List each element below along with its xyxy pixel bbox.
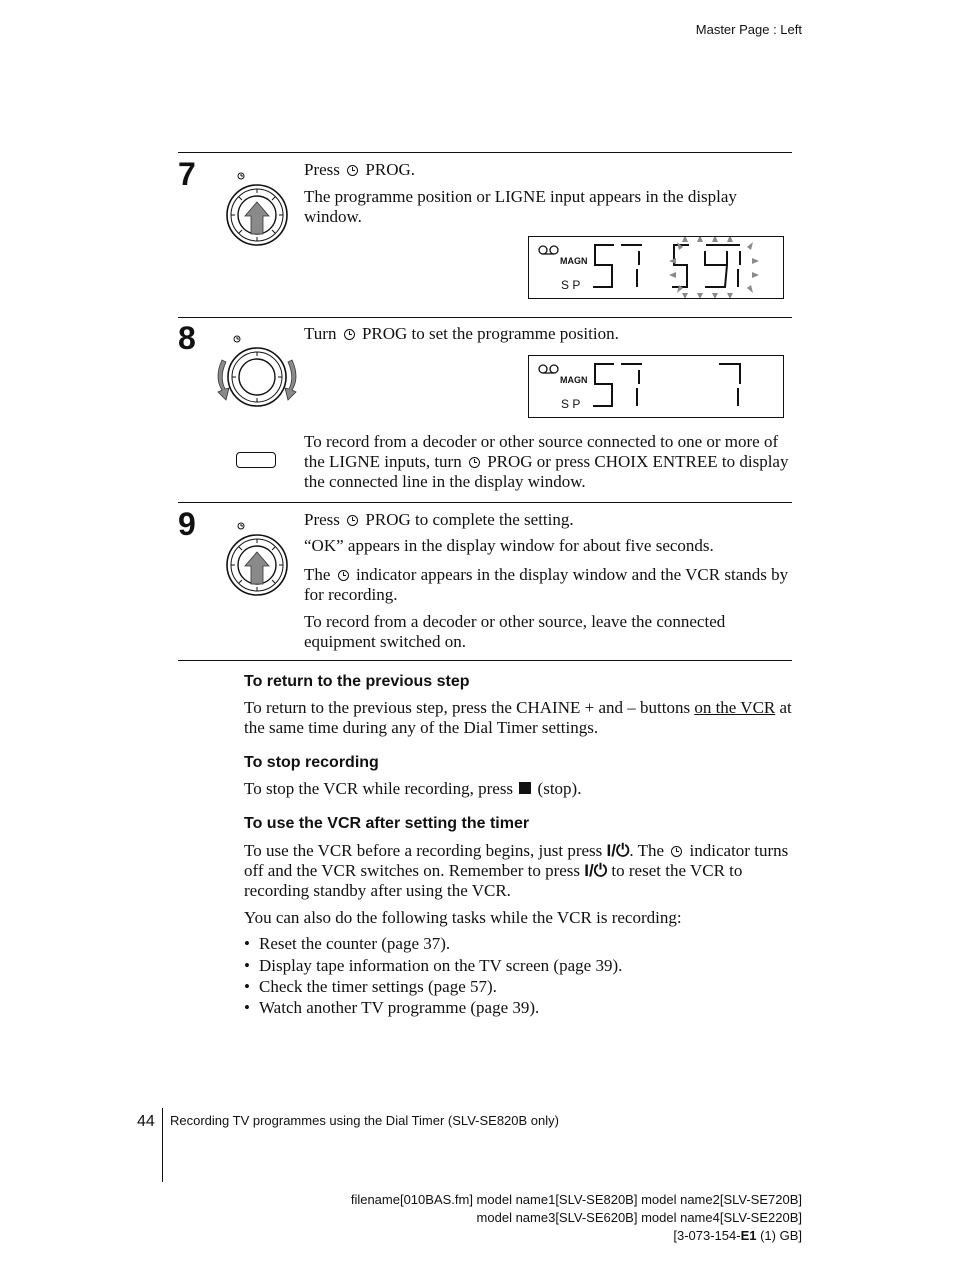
display-window: [528, 236, 784, 299]
sp-indicator: S P: [561, 397, 581, 411]
use-text-a: To use the VCR before a recording begins, just press: [244, 841, 603, 860]
file-info-line-2: model name3[SLV-SE620B] model name4[SLV-SE220B]: [476, 1210, 802, 1225]
return-text-pre: To return to the previous step, press the CHAINE + and – buttons: [244, 698, 691, 717]
return-text-underlined: on the VCR: [694, 698, 776, 717]
step-9-line1-post: PROG to complete the setting.: [365, 510, 574, 529]
step-9-text: [304, 510, 792, 652]
list-item: • Watch another TV programme (page 39).: [244, 998, 540, 1017]
divider: [178, 317, 792, 318]
page-number: 44: [137, 1113, 155, 1130]
divider: [178, 502, 792, 503]
divider: [178, 152, 792, 153]
step-number: 8: [178, 320, 196, 356]
timer-clock-icon: [338, 570, 349, 581]
step-8-line1-pre: Turn: [304, 324, 337, 343]
step-9-line1-pre: Press: [304, 510, 340, 529]
step-number: 9: [178, 506, 196, 542]
timer-clock-icon: [469, 457, 480, 468]
use-text-p2: You can also do the following tasks while the VCR is recording:: [244, 908, 682, 927]
use-text-c: indicator turns off and the VCR switches on. Remember to press: [244, 841, 789, 880]
prog-dial-turn-icon: [212, 332, 304, 410]
power-icon: I/⏻: [606, 841, 630, 860]
magn-indicator: MAGN: [560, 375, 588, 385]
step-8-decoder-post: PROG or press CHOIX ENTREE to display the connected line in the display window.: [304, 452, 789, 491]
magn-indicator: MAGN: [560, 256, 588, 266]
section-heading-return: To return to the previous step: [244, 673, 470, 690]
list-item: • Reset the counter (page 37).: [244, 934, 451, 953]
segment-digits: [593, 364, 740, 406]
choix-entree-button-icon: [236, 452, 276, 468]
step-9-line2: “OK” appears in the display window for about five seconds.: [304, 536, 714, 555]
timer-clock-icon: [344, 329, 355, 340]
section-stop-text: [244, 779, 792, 799]
footer-title: Recording TV programmes using the Dial Timer (SLV-SE820B only): [170, 1113, 559, 1128]
step-8-text: [304, 324, 792, 344]
step-7-line1-pre: Press: [304, 160, 340, 179]
step-7-line2: The programme position or LIGNE input appears in the display window.: [304, 187, 737, 226]
stop-text-post: (stop).: [537, 779, 582, 798]
segment-digits: [593, 245, 740, 287]
stop-icon: [519, 782, 531, 794]
master-page-label: Master Page : Left: [695, 22, 802, 37]
step-number: 7: [178, 156, 196, 192]
divider: [178, 660, 792, 661]
step-8-decoder-pre: To record from a decoder or other source connected to one or more of the LIGNE inputs, turn: [304, 432, 779, 471]
prog-dial-press-icon: [224, 168, 290, 248]
use-text-d: to reset the VCR to recording standby after using the VCR.: [244, 861, 743, 900]
step-8-line1-post: PROG to set the programme position.: [361, 324, 619, 343]
section-heading-use: To use the VCR after setting the timer: [244, 815, 530, 832]
section-use-text: [244, 841, 792, 928]
step-7-text: [304, 160, 792, 227]
timer-clock-icon: [347, 515, 358, 526]
sp-indicator: S P: [561, 278, 581, 292]
display-window: [528, 355, 784, 418]
step-8-decoder-text: [304, 432, 792, 492]
tape-icon: [539, 246, 558, 254]
tape-icon: [539, 365, 558, 373]
step-7-line1-post: PROG.: [365, 160, 416, 179]
use-text-b: . The: [629, 841, 665, 860]
timer-clock-icon: [671, 846, 682, 857]
step-9-line3-pre: The: [304, 565, 331, 584]
power-icon: I/⏻: [584, 861, 608, 880]
return-text-post: at the same time during any of the Dial Timer settings.: [244, 698, 792, 737]
blink-arrows: [669, 237, 759, 298]
stop-text-pre: To stop the VCR while recording, press: [244, 779, 514, 798]
file-info-line-3: [3-073-154-E1 (1) GB]: [673, 1228, 802, 1243]
step-9-line4: To record from a decoder or other source, leave the connected equipment switched on.: [304, 612, 726, 651]
footer-divider: [162, 1108, 163, 1182]
prog-dial-press-icon: [224, 518, 290, 598]
file-info-line-1: filename[010BAS.fm] model name1[SLV-SE820B] model name2[SLV-SE720B]: [350, 1192, 802, 1207]
step-9-line3-post: indicator appears in the display window and the VCR stands by for recording.: [304, 565, 789, 604]
list-item: • Check the timer settings (page 57).: [244, 977, 497, 996]
section-return-text: [244, 698, 792, 738]
list-item: • Display tape information on the TV screen (page 39).: [244, 956, 623, 975]
section-heading-stop: To stop recording: [244, 754, 379, 771]
timer-clock-icon: [347, 165, 358, 176]
